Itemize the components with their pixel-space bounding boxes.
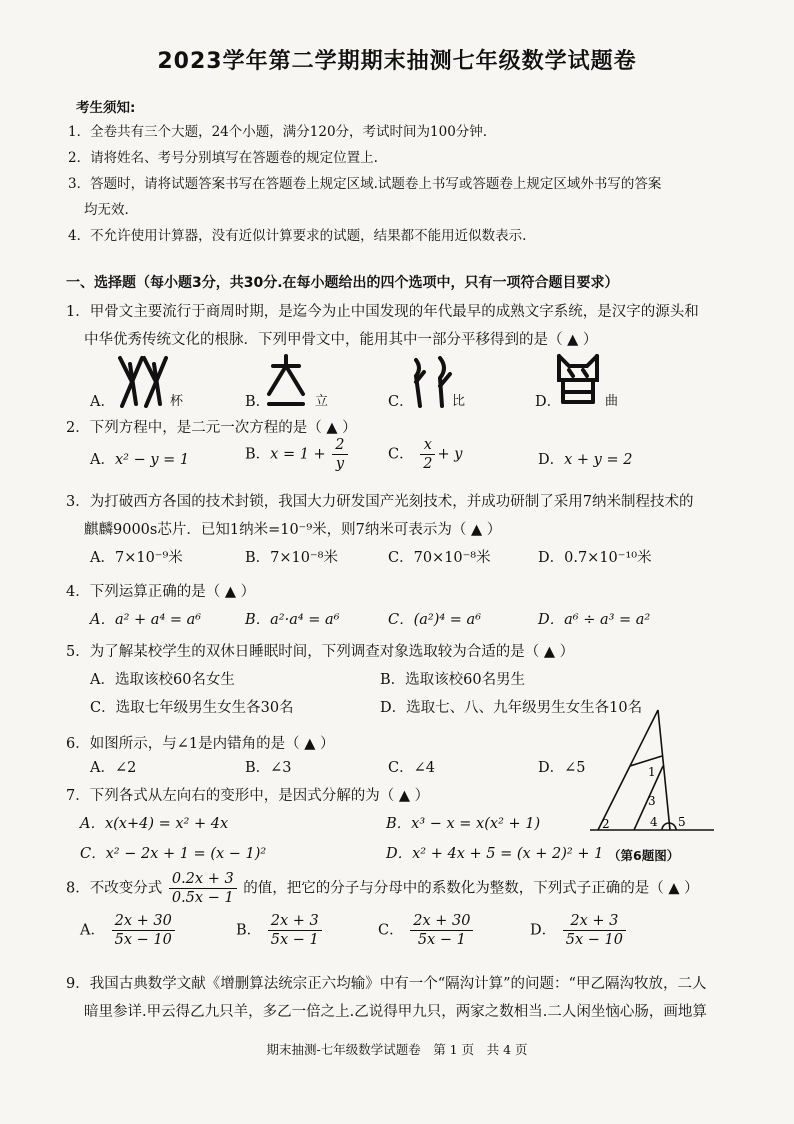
denominator: 5x − 10 [114, 932, 172, 948]
option-char: 曲 [605, 394, 619, 409]
q3-option-a: A．7×10⁻⁹米 [90, 550, 183, 566]
numerator: 2x + 3 [563, 912, 626, 931]
q4-option-c: C．(a²)⁴ = a⁶ [388, 612, 482, 628]
question-9-line: 9．我国古典数学文献《增删算法统宗正六均输》中有一个“隔沟计算”的问题：“甲乙隔沟牧放，二人 [66, 976, 707, 992]
figure-label: 2 [602, 817, 610, 831]
figure-label: 4 [650, 815, 658, 829]
question-1-line: 1．甲骨文主要流行于商周时期，是迄今为止中国发现的年代最早的成熟文字系统，是汉字的源头和 [66, 304, 699, 320]
question-4-stem: 4．下列运算正确的是（ ▲ ） [66, 584, 256, 600]
q6-option-a: A．∠2 [90, 760, 137, 776]
option-expression: x² − y = 1 [114, 452, 190, 468]
notice-item: 4．不允许使用计算器，没有近似计算要求的试题，结果都不能用近似数表示. [68, 228, 527, 244]
question-8-stem [66, 870, 699, 907]
oracle-bone-glyph-icon [261, 352, 311, 410]
q2-option-d [538, 448, 632, 469]
figure-label: 1 [648, 765, 656, 779]
q3-option-d: D．0.7×10⁻¹⁰米 [538, 550, 652, 566]
denominator: 5x − 10 [565, 932, 623, 948]
stem-text: 的值，把它的分子与分母中的系数化为整数，下列式子正确的是（ ▲ ） [243, 880, 699, 897]
figure-label: 3 [648, 794, 656, 808]
question-6-stem: 6．如图所示，与∠1是内错角的是（ ▲ ） [66, 736, 335, 752]
q4-option-d: D．a⁶ ÷ a³ = a² [538, 612, 651, 628]
option-label: D． [530, 922, 557, 939]
q7-option-d: D．x² + 4x + 5 = (x + 2)² + 1 [386, 846, 604, 862]
page-footer: 期末抽测-七年级数学试题卷 第 1 页 共 4 页 [266, 1042, 528, 1057]
option-char: 立 [315, 394, 329, 409]
q8-option-c [378, 912, 475, 949]
option-expression: + y [437, 446, 463, 463]
question-3-line: 3．为打破西方各国的技术封锁，我国大力研发国产光刻技术，并成功研制了采用7纳米制程技术的 [66, 494, 694, 510]
fraction [112, 912, 175, 949]
denominator: 5x − 1 [417, 932, 466, 948]
figure-label: 5 [678, 815, 686, 829]
q2-option-c [388, 436, 462, 473]
oracle-bone-glyph-icon [116, 352, 168, 410]
q3-option-b: B．7×10⁻⁸米 [245, 550, 338, 566]
option-label: C． [378, 922, 404, 939]
option-label: C． [388, 446, 414, 463]
question-5-stem: 5．为了解某校学生的双休日睡眠时间，下列调查对象选取较为合适的是（ ▲ ） [66, 644, 575, 660]
q2-option-b [245, 436, 350, 473]
option-expression: x + y = 2 [564, 452, 633, 468]
option-char: 比 [452, 394, 466, 409]
q6-option-c: C．∠4 [388, 760, 435, 776]
notice-item: 均无效. [84, 202, 129, 218]
numerator: 2x + 30 [112, 912, 175, 931]
denominator: y [335, 456, 345, 472]
oracle-bone-glyph-icon [553, 352, 603, 410]
option-label: A． [90, 452, 115, 468]
q6-option-b: B．∠3 [245, 760, 292, 776]
option-label: D． [535, 394, 562, 410]
option-label: D． [538, 452, 565, 468]
option-char: 杯 [170, 394, 184, 409]
page-title: 2023学年第二学期期末抽测七年级数学试题卷 [157, 49, 637, 74]
notice-item: 3．答题时，请将试题答案书写在答题卷上规定区域.试题卷上书写或答题卷上规定区域外书写的答案 [68, 176, 662, 192]
option-label: C． [388, 394, 414, 410]
numerator: 2x + 30 [410, 912, 473, 931]
numerator: 0.2x + 3 [169, 870, 237, 889]
section-heading: 一、选择题（每小题3分，共30分.在每小题给出的四个选项中，只有一项符合题目要求） [66, 275, 619, 291]
denominator: 5x − 1 [270, 932, 319, 948]
denominator: 0.5x − 1 [171, 890, 234, 906]
option-label: B． [245, 394, 271, 410]
q5-option-c: C．选取七年级男生女生各30名 [90, 700, 294, 716]
fraction [169, 870, 237, 907]
notice-heading: 考生须知: [76, 100, 136, 116]
option-label: B． [245, 446, 271, 463]
question-7-stem: 7．下列各式从左向右的变形中，是因式分解的为（ ▲ ） [66, 788, 430, 804]
q3-option-c: C．70×10⁻⁸米 [388, 550, 491, 566]
q4-option-b: B．a²·a⁴ = a⁶ [245, 612, 340, 628]
numerator: 2 [332, 436, 347, 455]
notice-item: 2．请将姓名、考号分别填写在答题卷的规定位置上. [68, 150, 378, 166]
option-label: B． [236, 922, 262, 939]
fraction [332, 436, 347, 473]
stem-text: 8．不改变分式 [66, 880, 163, 897]
fraction [563, 912, 626, 949]
q4-option-a: A．a² + a⁴ = a⁶ [90, 612, 202, 628]
geometry-figure [590, 706, 714, 842]
figure-caption: （第6题图） [608, 848, 680, 863]
question-2-stem: 2．下列方程中，是二元一次方程的是（ ▲ ） [66, 420, 357, 436]
q7-option-b: B．x³ − x = x(x² + 1) [386, 816, 541, 832]
option-label: A． [80, 922, 105, 939]
fraction [410, 912, 473, 949]
numerator: x [420, 436, 435, 455]
q7-option-a: A．x(x+4) = x² + 4x [80, 816, 229, 832]
q5-option-a: A．选取该校60名女生 [90, 672, 235, 688]
question-3-line: 麒麟9000s芯片．已知1纳米=10⁻⁹米，则7纳米可表示为（ ▲ ） [84, 522, 502, 538]
option-expression: x = 1 + [270, 446, 326, 463]
question-1-line: 中华优秀传统文化的根脉．下列甲骨文中，能用其中一部分平移得到的是（ ▲ ） [84, 332, 598, 348]
numerator: 2x + 3 [268, 912, 322, 931]
q2-option-a [90, 448, 189, 469]
fraction [420, 436, 435, 473]
oracle-bone-glyph-icon [410, 352, 458, 410]
question-9-line: 暗里参详.甲云得乙九只羊，多乙一倍之上.乙说得甲九只，两家之数相当.二人闲坐恼心肠，画地算 [84, 1004, 707, 1020]
q8-option-d [530, 912, 628, 949]
denominator: 2 [423, 456, 433, 472]
q7-option-c: C．x² − 2x + 1 = (x − 1)² [80, 846, 267, 862]
q5-option-b: B．选取该校60名男生 [380, 672, 526, 688]
option-label: A． [90, 394, 115, 410]
q8-option-a [80, 912, 177, 949]
notice-item: 1．全卷共有三个大题，24个小题，满分120分，考试时间为100分钟. [68, 124, 488, 140]
q6-option-d: D．∠5 [538, 760, 586, 776]
q5-option-d: D．选取七、八、九年级男生女生各10名 [380, 700, 643, 716]
fraction [268, 912, 322, 949]
q8-option-b [236, 912, 324, 949]
